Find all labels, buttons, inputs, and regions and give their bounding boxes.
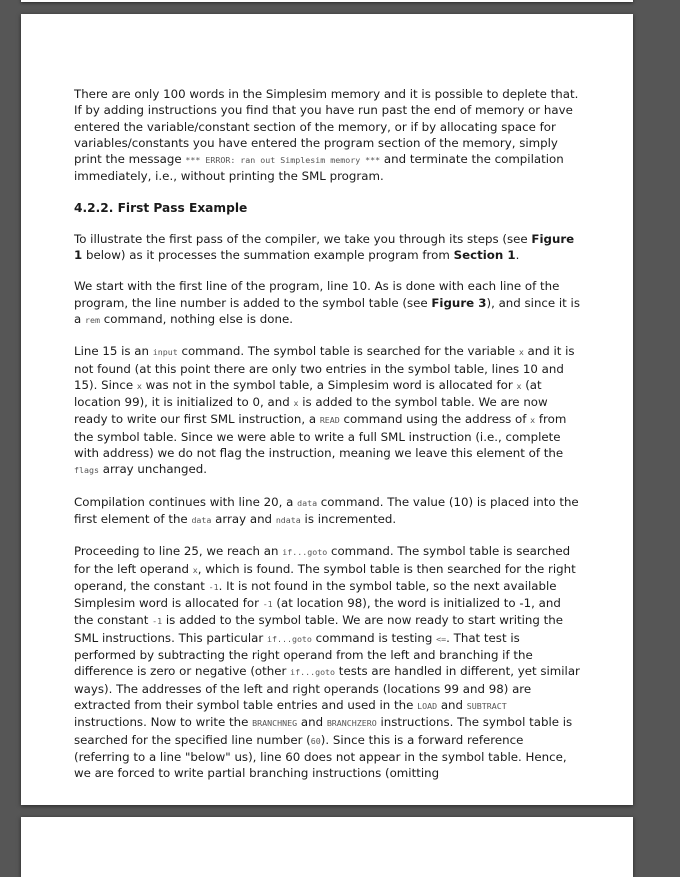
page-content xyxy=(74,86,580,796)
paragraph-memory-limit: There are only 100 words in the Simplesim memory and it is possible to deplete that. If by adding instructions you find that you have run past the end of memory or have entered the variable/constant section of the memory, or if by allocating space for variables/constants you have entered the program section of the memory, simply print the message *** ERROR: ran out Simplesim memory *** and terminate the compilation immediately, i.e., without printing the SML program. xyxy=(74,87,579,184)
figure-3-reference: Figure 3 xyxy=(431,295,487,310)
section-heading: 4.2.2. First Pass Example xyxy=(74,200,248,215)
paragraph-intro: To illustrate the first pass of the compiler, we take you through its steps (see Figure 1 below) as it processes the summation example program from Section 1. xyxy=(74,231,575,263)
paragraph-line-20: Compilation continues with line 20, a data command. The value (10) is placed into the first element of the data array and ndata is incremented. xyxy=(74,494,579,526)
section-1-reference: Section 1 xyxy=(453,248,516,263)
paragraph-line-25: Proceeding to line 25, we reach an if...goto command. The symbol table is searched for the left operand x, which is found. The symbol table is then searched for the right operand, the constant -1. It is not found in the symbol table, so the next available Simplesim word is allocated for -1 (at location 98), the word is initialized to -1, and the constant -1 is added to the symbol table. We are now ready to start writing the SML instructions. This particular if...goto command is testing <=. That test is performed by subtracting the right operand from the left and branching if the difference is zero or negative (other if...goto tests are handled in different, yet similar ways). The addresses of the left and right operands (locations 99 and 98) are extracted from their symbol table entries and used in the LOAD and SUBTRACT instructions. Now to write the BRANCHNEG and BRANCHZERO instructions. The symbol table is searched for the specified line number (60). Since this is a forward reference (referring to a line "below" us), line 60 does not appear in the symbol table. Hence, we are forced to write partial branching instructions (omitting xyxy=(74,544,580,781)
previous-page-edge xyxy=(21,0,633,2)
figure-1-reference: Figure 1 xyxy=(74,231,575,263)
next-page-edge xyxy=(21,817,633,877)
paragraph-line-10: We start with the first line of the program, line 10. As is done with each line of the program, the line number is added to the symbol table (see Figure 3), and since it is a rem command, nothing else is done. xyxy=(74,279,580,326)
document-page xyxy=(21,14,633,805)
paragraph-line-15: Line 15 is an input command. The symbol table is searched for the variable x and it is not found (at this point there are only two entries in the symbol table, lines 10 and 15). Since x was not in the symbol table, a Simplesim word is allocated for x (at location 99), it is initialized to 0, and x is added to the symbol table. We are now ready to write our first SML instruction, a READ command using the address of x from the symbol table. Since we were able to write a full SML instruction (i.e., complete with address) we do not flag the instruction, meaning we leave this element of the flags array unchanged. xyxy=(74,344,575,477)
